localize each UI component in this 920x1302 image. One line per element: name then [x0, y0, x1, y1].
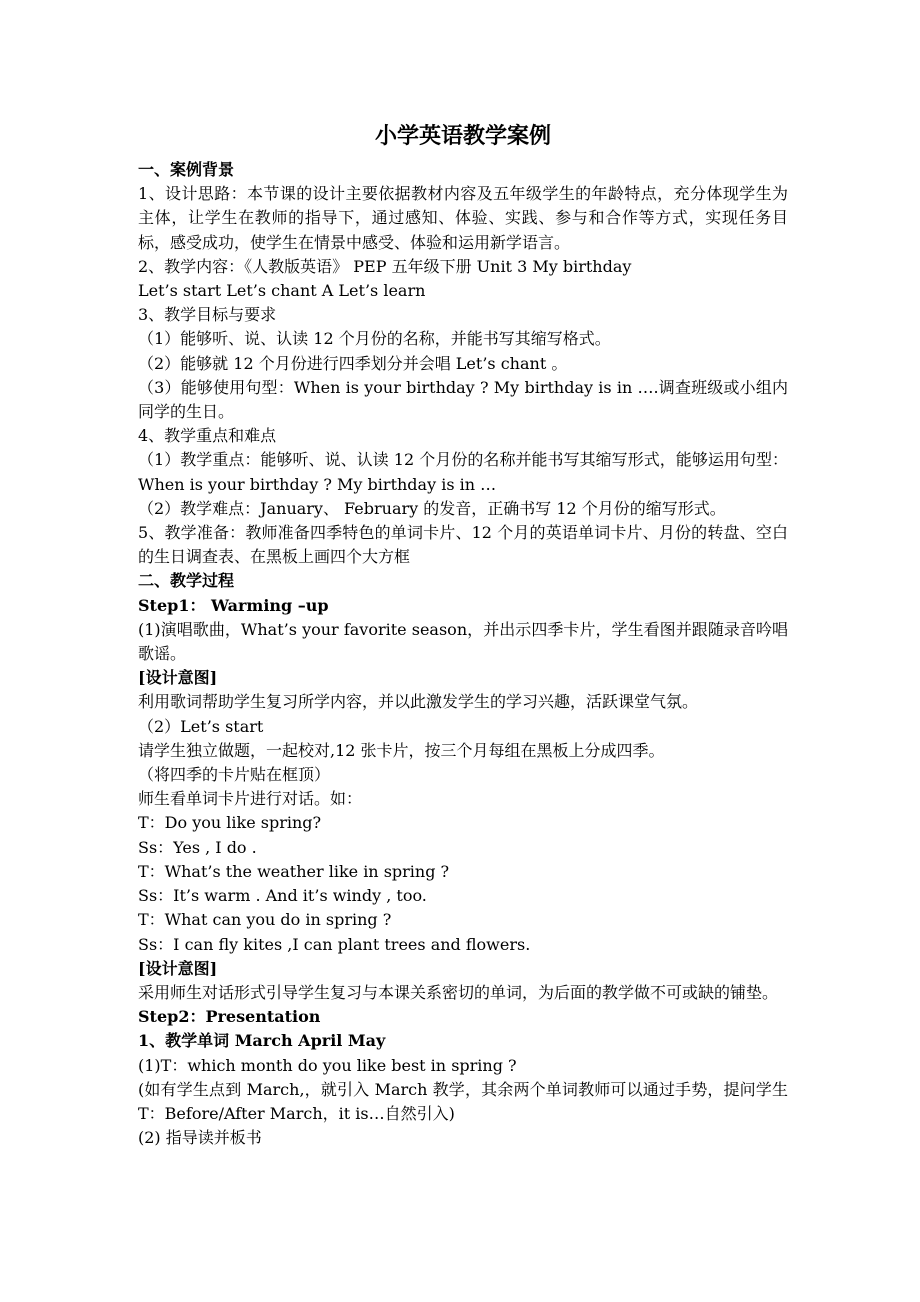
text-line: Let’s start Let’s chant A Let’s learn: [138, 281, 426, 301]
document-page: [138, 118, 788, 1150]
text-line: Ss：Yes , I do .: [138, 837, 257, 857]
text-line: [设计意图]: [138, 958, 218, 978]
text-line: 4、教学重点和难点: [138, 426, 277, 446]
text-line: T：What can you do in spring ?: [138, 910, 392, 930]
text-line: （1）能够听、说、认读 12 个月份的名称，并能书写其缩写格式。: [138, 329, 611, 349]
text-line: 1、设计思路：本节课的设计主要依据教材内容及五年级学生的年龄特点，充分体现学生为主体，让学生在教师的指导下，通过感知、体验、实践、参与和合作等方式，实现任务目标，感受成功，使学生在情景中感受、体验和运用新学语言。: [138, 184, 788, 252]
text-line: 采用师生对话形式引导学生复习与本课关系密切的单词，为后面的教学做不可或缺的铺垫。: [138, 982, 779, 1002]
text-line: Step1： Warming –up: [138, 595, 329, 615]
text-line: (1)T：which month do you like best in spring ?: [138, 1055, 517, 1075]
text-line: 2、教学内容：《人教版英语》 PEP 五年级下册 Unit 3 My birthday: [138, 256, 632, 276]
section-heading: 二、教学过程: [138, 571, 235, 591]
text-line: [设计意图]: [138, 668, 218, 688]
document-title: 小学英语教学案例: [374, 124, 551, 149]
text-line: 1、教学单词 March April May: [138, 1031, 386, 1051]
text-line: (1)演唱歌曲，What’s your favorite season，并出示四季卡片，学生看图并跟随录音吟唱歌谣。: [138, 619, 788, 664]
text-line: （2）教学难点：January、 February 的发音，正确书写 12 个月份的缩写形式。: [138, 498, 726, 518]
text-line: （2）Let’s start: [138, 716, 264, 736]
text-line: （将四季的卡片贴在框顶）: [138, 765, 331, 785]
text-line: (如有学生点到 March,，就引入 March 教学，其余两个单词教师可以通过手势，提问学生 T：Before/After March，it is…自然引入): [138, 1079, 788, 1123]
text-line: 3、教学目标与要求: [138, 305, 277, 325]
text-line: 请学生独立做题，一起校对,12 张卡片，按三个月每组在黑板上分成四季。: [138, 740, 665, 760]
section-heading: 一、案例背景: [138, 160, 235, 179]
text-line: Ss：It’s warm . And it’s windy , too.: [138, 886, 427, 906]
text-line: 利用歌词帮助学生复习所学内容，并以此激发学生的学习兴趣，活跃课堂气氛。: [138, 692, 699, 712]
text-line: （3）能够使用句型：When is your birthday ? My birthday is in ….调查班级或小组内同学的生日。: [138, 377, 788, 422]
text-line: 师生看单词卡片进行对话。如：: [138, 789, 363, 809]
text-line: 5、教学准备：教师准备四季特色的单词卡片、12 个月的英语单词卡片、月份的转盘、空白的生日调查表、在黑板上画四个大方框: [138, 523, 788, 567]
text-line: T：What’s the weather like in spring ?: [138, 861, 450, 881]
document-body: [138, 158, 788, 1150]
text-line: （2）能够就 12 个月份进行四季划分并会唱 Let’s chant 。: [138, 353, 568, 373]
text-line: Step2：Presentation: [138, 1007, 321, 1027]
text-line: T：Do you like spring?: [138, 813, 322, 833]
text-line: Ss：I can fly kites ,I can plant trees and flowers.: [138, 934, 531, 954]
text-line: (2) 指导读并板书: [138, 1128, 262, 1148]
text-line: （1）教学重点：能够听、说、认读 12 个月份的名称并能书写其缩写形式，能够运用句型：When is your birthday ? My birthday is in …: [138, 450, 788, 494]
